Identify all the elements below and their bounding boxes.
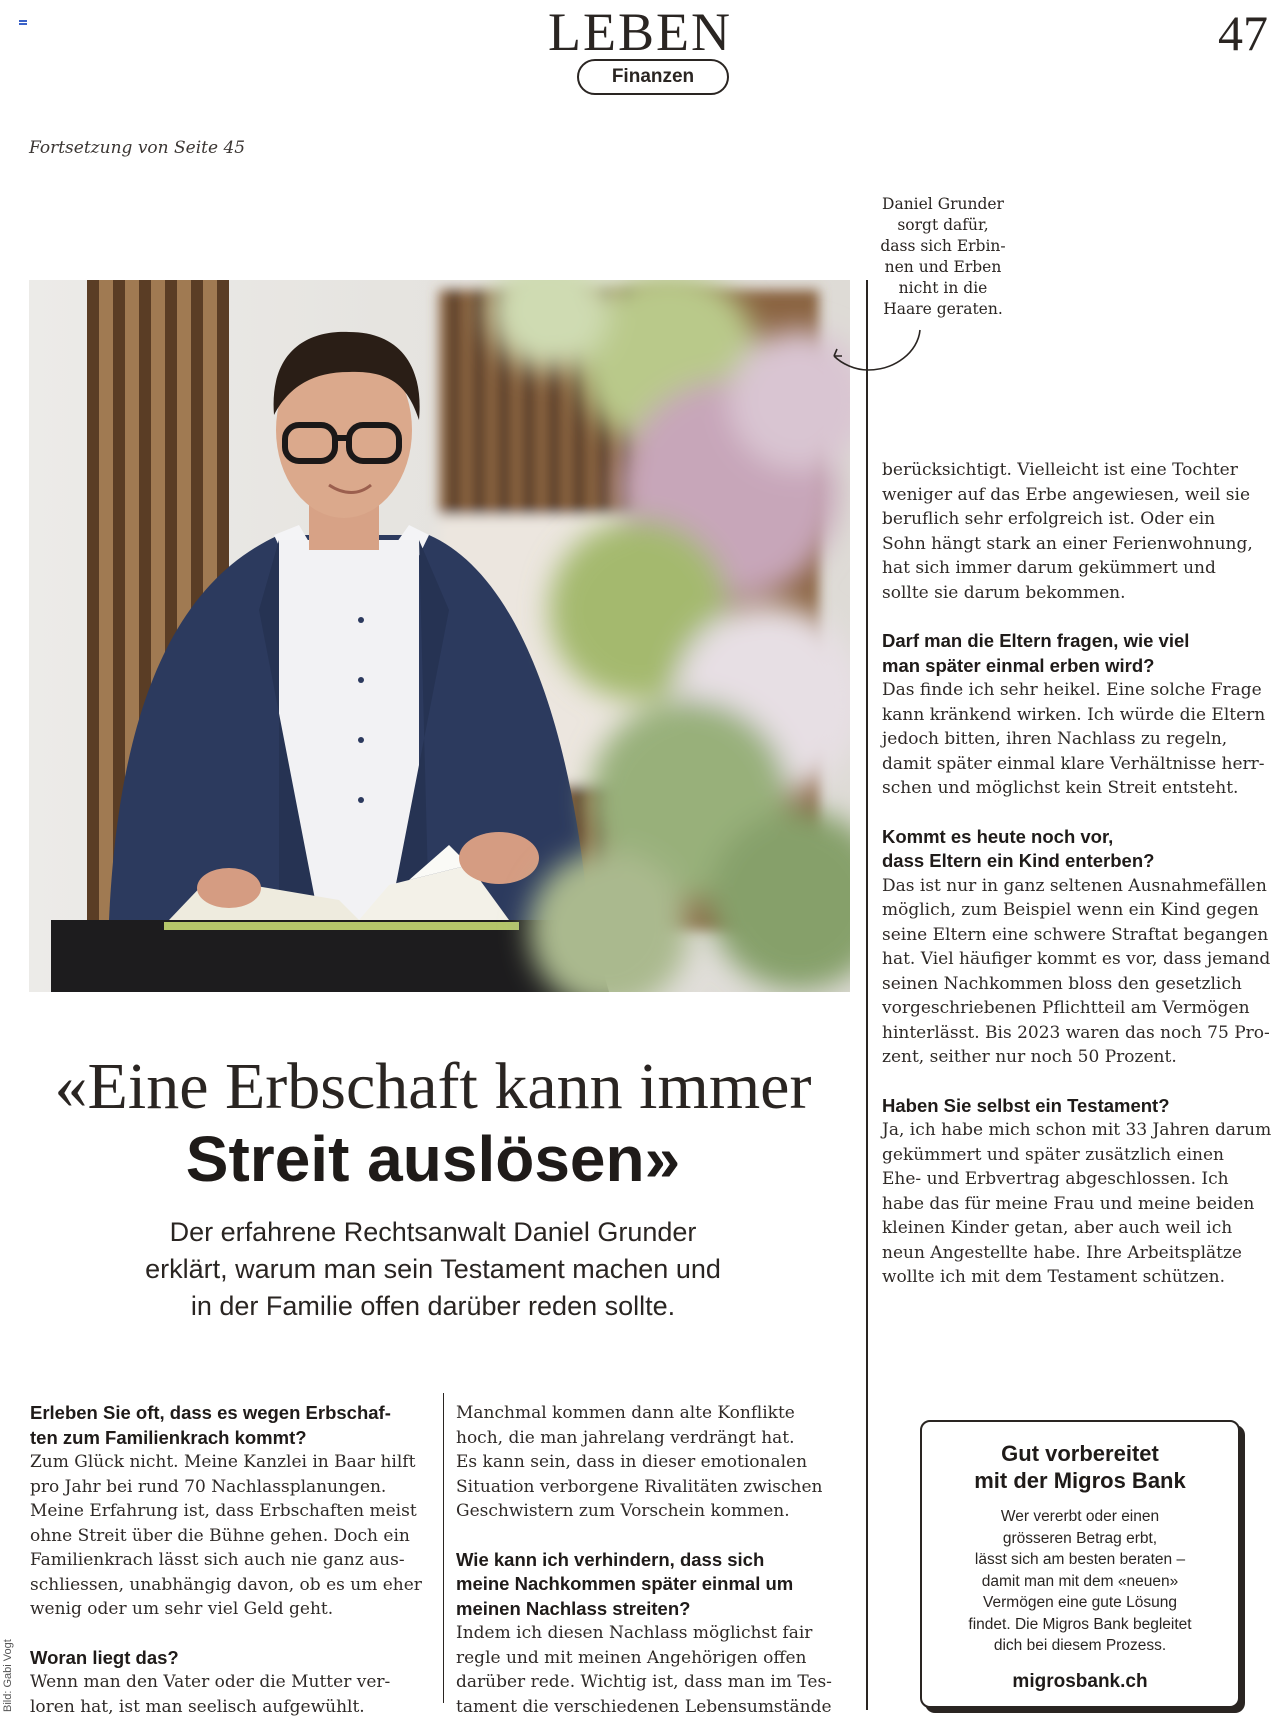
answer-line: berücksichtigt. Vielleicht ist eine Tochter xyxy=(882,460,1238,480)
answer-line: pro Jahr bei rund 70 Nachlassplanungen. xyxy=(30,1476,387,1497)
column-divider-short xyxy=(443,1393,444,1703)
answer-line: hat. Viel häufiger kommt es vor, dass jemand xyxy=(882,949,1271,969)
photo-lawyer-reading-book-icon xyxy=(29,280,850,992)
answer-line: Zum Glück nicht. Meine Kanzlei in Baar hilft xyxy=(30,1452,416,1472)
answer-paragraph xyxy=(882,1118,1277,1290)
answer-line: Meine Erfahrung ist, dass Erbschaften meist xyxy=(30,1501,417,1521)
answer-line: loren hat, ist man seelisch aufgewühlt. xyxy=(30,1696,365,1717)
question-line: Darf man die Eltern fragen, wie viel xyxy=(882,630,1190,651)
answer-line: Das ist nur in ganz seltenen Ausnahmefällen xyxy=(882,875,1267,896)
promo-body xyxy=(922,1506,1238,1657)
question-line: dass Eltern ein Kind enterben? xyxy=(882,850,1155,871)
answer-line: jedoch bitten, ihren Nachlass zu regeln, xyxy=(882,729,1228,749)
answer-line: regle und mit meinen Angehörigen offen xyxy=(456,1647,807,1668)
answer-line: Geschwistern zum Vorschein kommen. xyxy=(456,1501,790,1521)
answer-line: zent, seither nur noch 50 Prozent. xyxy=(882,1047,1177,1067)
question-heading xyxy=(882,1094,1277,1119)
answer-line: kann kränkend wirken. Ich würde die Eltern xyxy=(882,704,1266,725)
answer-line: wenig oder um sehr viel Geld geht. xyxy=(30,1599,334,1619)
answer-line: tament die verschiedenen Lebensumstände xyxy=(456,1696,832,1717)
question-line: meine Nachkommen später einmal um xyxy=(456,1573,794,1594)
answer-paragraph xyxy=(882,874,1277,1070)
question-line: Erleben Sie oft, dass es wegen Erbschaf- xyxy=(30,1402,391,1423)
answer-line: hat sich immer darum gekümmert und xyxy=(882,558,1216,578)
answer-line: seine Eltern eine schwere Straftat begangen xyxy=(882,924,1269,945)
answer-line: Es kann sein, dass in dieser emotionalen xyxy=(456,1452,808,1472)
question-heading xyxy=(456,1548,856,1622)
lead-text xyxy=(60,1214,806,1325)
headline-line-1: «Eine Erbschaft kann immer xyxy=(54,1050,812,1123)
answer-line: habe das für meine Frau und meine beiden xyxy=(882,1193,1255,1214)
lead-line: Der erfahrene Rechtsanwalt Daniel Grunder xyxy=(169,1217,697,1247)
question-line: meinen Nachlass streiten? xyxy=(456,1597,691,1619)
caption-line: Daniel Grunder xyxy=(882,195,1004,213)
answer-paragraph xyxy=(882,678,1277,801)
question-heading xyxy=(882,825,1277,874)
answer-line: hinterlässt. Bis 2023 waren das noch 75 Pro- xyxy=(882,1022,1270,1043)
promo-body-line: grösseren Betrag erbt, xyxy=(1002,1529,1158,1547)
caption-line: nen und Erben xyxy=(884,258,1002,276)
question-heading xyxy=(882,629,1277,678)
answer-line: neun Angestellte habe. Ihre Arbeitsplätze xyxy=(882,1242,1242,1263)
promo-link[interactable]: migrosbank.ch xyxy=(1012,1670,1148,1692)
caption-line: nicht in die xyxy=(898,279,988,297)
promo-body-line: dich bei diesem Prozess. xyxy=(993,1637,1167,1654)
answer-line: beruflich sehr erfolgreich ist. Oder ein xyxy=(882,509,1216,529)
answer-line: seinen Nachkommen bloss den gesetzlich xyxy=(882,973,1242,994)
question-heading xyxy=(30,1401,430,1450)
promo-title-line: Gut vorbereitet xyxy=(1001,1441,1159,1466)
answer-line: kleinen Kinder getan, aber auch weil ich xyxy=(882,1218,1233,1238)
question-line: Kommt es heute noch vor, xyxy=(882,825,1114,847)
question-line: ten zum Familienkrach kommt? xyxy=(30,1426,307,1448)
answer-paragraph xyxy=(456,1401,856,1524)
caption-line: sorgt dafür, xyxy=(897,216,989,234)
question-line: Woran liegt das? xyxy=(30,1646,179,1668)
text-column-3 xyxy=(882,458,1277,1290)
photo-credit: Bild: Gabi Vogt xyxy=(2,1639,14,1712)
answer-line: ohne Streit über die Bühne gehen. Doch ein xyxy=(30,1525,410,1546)
promo-body-line: findet. Die Migros Bank begleitet xyxy=(968,1615,1192,1633)
answer-line: Indem ich diesen Nachlass möglichst fair xyxy=(456,1623,813,1643)
answer-line: wollte ich mit dem Testament schützen. xyxy=(882,1267,1226,1287)
column-divider xyxy=(866,280,868,1710)
question-heading xyxy=(30,1646,430,1671)
answer-line: damit später einmal klare Verhältnisse herr- xyxy=(882,753,1265,774)
lead-line: erklärt, warum man sein Testament machen und xyxy=(145,1254,721,1284)
answer-paragraph xyxy=(30,1450,430,1622)
page-number: 47 xyxy=(1218,5,1268,61)
continuation-note: Fortsetzung von Seite 45 xyxy=(29,138,246,158)
lead-line: in der Familie offen darüber reden sollte. xyxy=(190,1291,676,1321)
promo-body-line: Wer vererbt oder einen xyxy=(1000,1508,1160,1525)
headline-line-2: Streit auslösen» xyxy=(185,1123,681,1195)
answer-line: schliessen, unabhängig davon, ob es um eher xyxy=(30,1574,422,1595)
answer-line: vorgeschriebenen Pflichtteil am Vermögen xyxy=(882,998,1250,1018)
promo-title xyxy=(922,1440,1238,1494)
caption-line: Haare geraten. xyxy=(883,300,1003,318)
answer-line: Manchmal kommen dann alte Konflikte xyxy=(456,1403,795,1423)
answer-line: Ehe- und Erbvertrag abgeschlossen. Ich xyxy=(882,1169,1229,1189)
text-column-1 xyxy=(30,1401,430,1719)
promo-body-line: lässt sich am besten beraten – xyxy=(974,1551,1186,1568)
section-title: LEBEN xyxy=(548,2,732,62)
photo-caption xyxy=(868,194,1018,320)
caption-line: dass sich Erbin- xyxy=(880,237,1006,255)
answer-line: Sohn hängt stark an einer Ferienwohnung, xyxy=(882,533,1253,554)
answer-line: Familienkrach lässt sich auch nie ganz aus- xyxy=(30,1550,405,1570)
question-line: Wie kann ich verhindern, dass sich xyxy=(456,1548,765,1570)
promo-body-line: Vermögen eine gute Lösung xyxy=(983,1594,1177,1611)
question-line: Haben Sie selbst ein Testament? xyxy=(882,1094,1170,1116)
text-column-2 xyxy=(456,1401,856,1719)
promo-body-line: damit man mit dem «neuen» xyxy=(981,1572,1179,1590)
answer-paragraph xyxy=(456,1621,856,1719)
answer-line: möglich, zum Beispiel wenn ein Kind gegen xyxy=(882,900,1259,920)
subsection-pill: Finanzen xyxy=(577,59,729,95)
answer-line: schen und möglichst kein Streit entsteht. xyxy=(882,778,1239,798)
answer-line: Ja, ich habe mich schon mit 33 Jahren darum xyxy=(882,1120,1272,1140)
answer-line: Das finde ich sehr heikel. Eine solche Frage xyxy=(882,680,1262,700)
answer-line: Situation verborgene Rivalitäten zwischen xyxy=(456,1476,823,1497)
answer-line: sollte sie darum bekommen. xyxy=(882,582,1126,603)
answer-line: darüber rede. Wichtig ist, dass man im Tes- xyxy=(456,1672,832,1692)
answer-line: Wenn man den Vater oder die Mutter ver- xyxy=(30,1672,391,1692)
answer-paragraph xyxy=(882,458,1277,605)
answer-line: weniger auf das Erbe angewiesen, weil sie xyxy=(882,484,1251,505)
answer-paragraph xyxy=(30,1670,430,1719)
answer-line: hoch, die man jahrelang verdrängt hat. xyxy=(456,1427,795,1448)
promo-title-line: mit der Migros Bank xyxy=(974,1468,1186,1493)
promo-box xyxy=(920,1420,1240,1708)
answer-line: gekümmert und später zusätzlich einen xyxy=(882,1144,1224,1165)
caption-arrow-icon xyxy=(830,322,930,382)
question-line: man später einmal erben wird? xyxy=(882,654,1155,676)
article-photo xyxy=(29,280,850,992)
